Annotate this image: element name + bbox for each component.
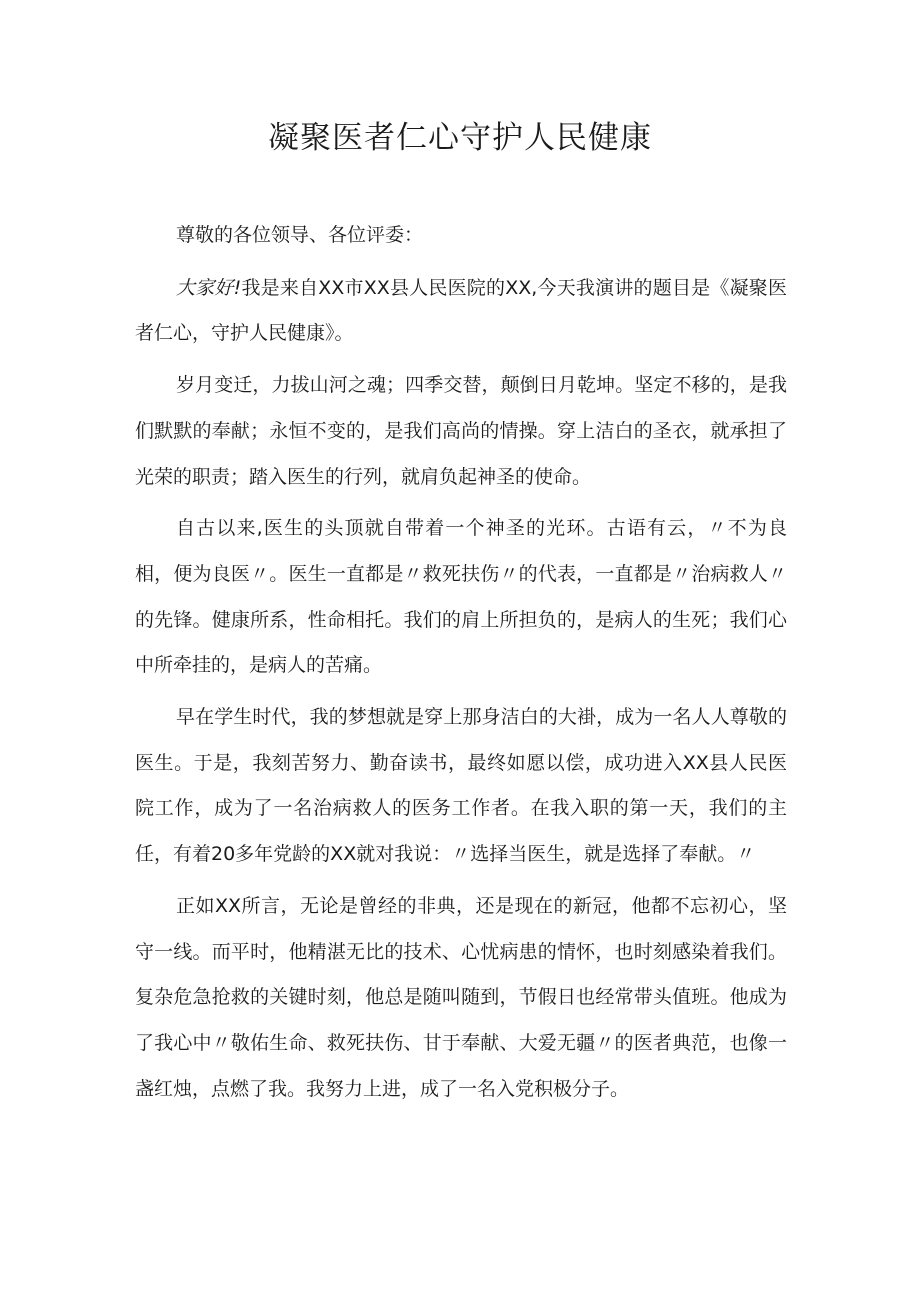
paragraph: 正如XX所言，无论是曾经的非典，还是现在的新冠，他都不忘初心，坚守一线。而平时，他精湛无比的技术、心忧病患的情怀，也时刻感染着我们。复杂危急抢救的关键时刻，他总是随叫随到，节假日也经常带头值班。他成为了我心中〃敬佑生命、救死扶伤、甘于奉献、大爱无疆〃的医者典范，也像一盏红烛，点燃了我。我努力上进，成了一名入党积极分子。	[135, 894, 787, 1100]
paragraph: 早在学生时代，我的梦想就是穿上那身洁白的大褂，成为一名人人尊敬的医生。于是，我刻苦努力、勤奋读书，最终如愿以偿，成功进入XX县人民医院工作，成为了一名治病救人的医务工作者。在我入职的第一天，我们的主任，有着20多年党龄的XX就对我说：〃选择当医生，就是选择了奉献。〃	[135, 706, 787, 866]
paragraph: 岁月变迁，力拔山河之魂；四季交替，颠倒日月乾坤。坚定不移的，是我们默默的奉献；永恒不变的，是我们高尚的情操。穿上洁白的圣衣，就承担了光荣的职责；踏入医生的行列，就肩负起神圣的使命。	[135, 374, 787, 488]
salutation: 尊敬的各位领导、各位评委：	[176, 224, 424, 246]
paragraph-intro	[135, 266, 787, 357]
document-body	[135, 213, 787, 1112]
paragraph: 自古以来,医生的头顶就自带着一个神圣的光环。古语有云，〃不为良相，便为良医〃。医生一直都是〃救死扶伤〃的代表，一直都是〃治病救人〃的先锋。健康所系，性命相托。我们的肩上所担负的，是病人的生死；我们心中所牵挂的，是病人的苦痛。	[135, 517, 787, 677]
document-title: 凝聚医者仁心守护人民健康	[268, 120, 652, 156]
paragraph-intro-text: 我是来自XX市XX县人民医院的XX,今天我演讲的题目是《凝聚医者仁心，守护人民健康》。	[135, 276, 787, 345]
greeting: 大家好!	[176, 276, 242, 299]
